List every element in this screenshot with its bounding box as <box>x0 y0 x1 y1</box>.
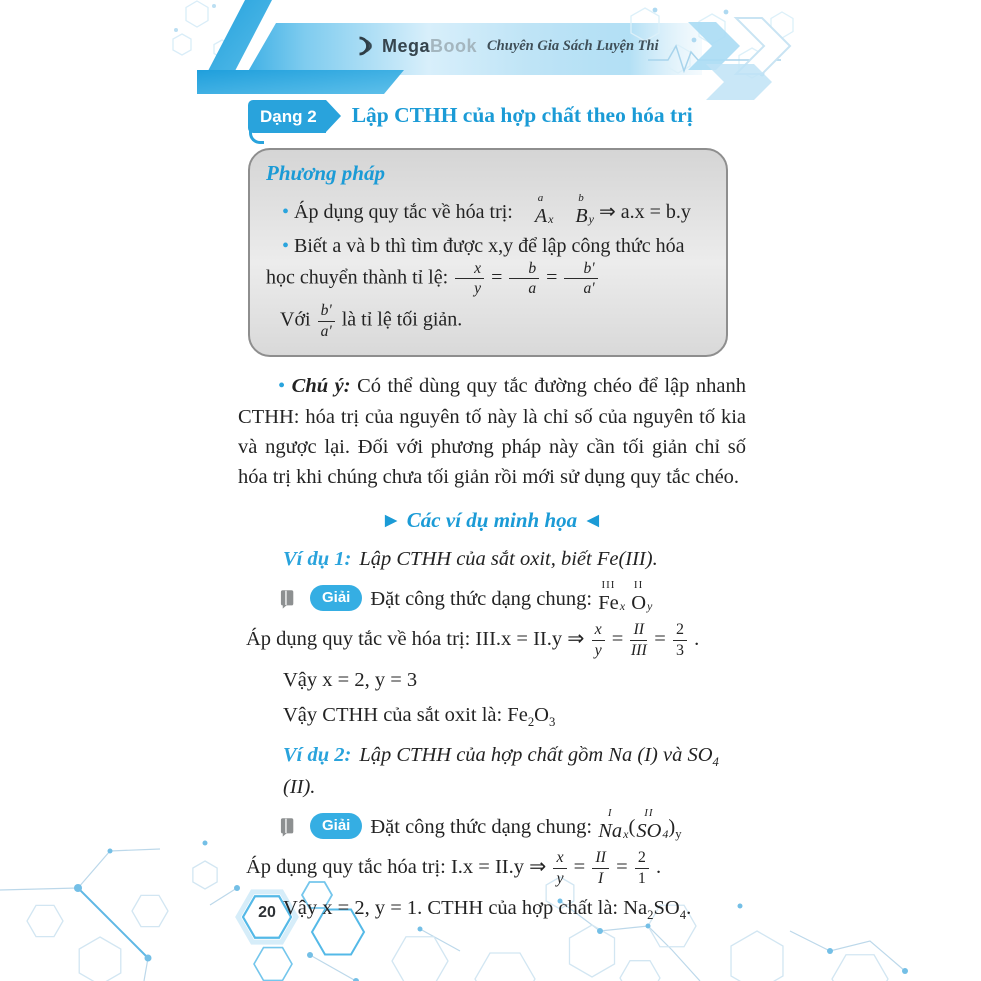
page-number: 20 <box>258 904 276 921</box>
note-label: Chú ý: <box>291 375 351 398</box>
method-box-title: Phương pháp <box>266 161 385 185</box>
triple-arc-icon <box>356 36 376 56</box>
brand-book: Book <box>430 36 478 56</box>
method-line: • Biết a và b thì tìm được x,y để lập công thức hóa học chuyển thành tỉ lệ: $\frac{x}{y}$ = $\frac{b}{a}$ = $\frac{b'}{a'}$ <box>266 234 685 297</box>
note-text: Có thể dùng quy tắc đường chéo để lập nhanh CTHH: hóa trị của nguyên tố này là chỉ số của nguyên tố kia và ngược lại. Đối với phương pháp này cần tối giản chỉ số hóa trị khi chúng chưa tối giản rồi mới sử dụng quy tắc chéo. <box>238 375 746 489</box>
dang-badge: Dạng 2 <box>248 100 326 133</box>
chevron-bar <box>197 70 404 94</box>
brand-logo <box>356 36 659 56</box>
note-paragraph <box>238 371 746 492</box>
example2-solution-row <box>238 808 746 844</box>
section-header <box>248 94 746 138</box>
example1-rule-line: Áp dụng quy tắc về hóa trị: III.x = II.y ⇒ $\frac{x}{y}$ = $\frac{II}{\text{III}}$ = $\frac{2}{3}$ . <box>246 620 700 659</box>
examples-heading: ► Các ví dụ minh họa ◄ <box>380 507 604 532</box>
content-column <box>238 94 746 930</box>
method-box <box>248 148 728 357</box>
example2-statement: Lập CTHH của hợp chất gồm Na (I) và $SO_4$ (II). <box>283 743 719 798</box>
example1-solution-row <box>238 580 746 616</box>
book-icon <box>280 588 302 610</box>
brand-name <box>382 37 477 55</box>
hexagon-decoration <box>249 939 296 981</box>
method-line: • Áp dụng quy tắc về hóa trị: a A $_x$ b B $_y$ ⇒ a.x = b.y <box>282 192 691 228</box>
example1-result-line: Vậy CTHH của sắt oxit là: $Fe_2O_3$ <box>283 704 556 730</box>
note-bullet: • <box>278 375 292 398</box>
brand-tagline: Chuyên Gia Sách Luyện Thi <box>487 37 659 54</box>
example1-statement: Lập CTHH của sắt oxit, biết Fe(III). <box>359 547 658 570</box>
section-title: Lập CTHH của hợp chất theo hóa trị <box>351 103 693 128</box>
book-icon <box>280 816 302 838</box>
giai-badge: Giải <box>310 585 362 611</box>
example1-solution-intro: Đặt công thức dạng chung: III Fe $_x$ II O $_y$ <box>370 579 653 615</box>
example2-solution-intro: Đặt công thức dạng chung: I Na $_x$( II SO $_4)_y$ <box>370 807 682 843</box>
example1-header <box>238 544 746 574</box>
example1-label: Ví dụ 1: <box>283 547 352 570</box>
method-line: Với $\frac{b'}{a'}$ là tỉ lệ tối giản. <box>280 302 463 340</box>
example1-xy-line: Vậy x = 2, y = 3 <box>283 668 418 691</box>
example2-rule-line: Áp dụng quy tắc hóa trị: I.x = II.y ⇒ $\frac{x}{y}$ = $\frac{II}{I}$ = $\frac{2}{1}$ . <box>246 849 662 887</box>
example2-header <box>238 740 746 802</box>
example2-label: Ví dụ 2: <box>283 743 352 766</box>
brand-mega: Mega <box>382 36 431 56</box>
example2-result-line: Vậy x = 2, y = 1. CTHH của hợp chất là: $Na_2SO_4$. <box>283 896 692 922</box>
giai-badge: Giải <box>310 813 362 839</box>
